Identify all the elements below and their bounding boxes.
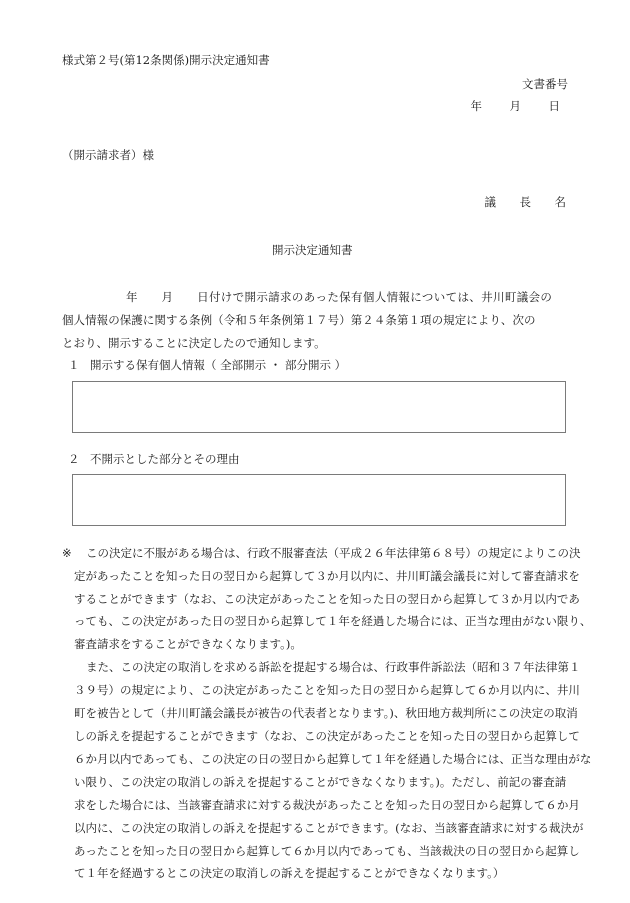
section-1-number: １ xyxy=(68,358,80,372)
section-2-field[interactable] xyxy=(72,474,566,526)
note-p1-line-3: することができます（なお、この決定があったことを知った日の翌日から起算して３か月以内であ xyxy=(74,592,580,606)
note-mark: ※ xyxy=(62,546,72,560)
body-line-1: 年 月 日付けで開示請求のあった保有個人情報については、井川町議会の xyxy=(126,290,553,304)
note-p2-line-9: あったことを知った日の翌日から起算して６か月以内であっても、当該裁決の日の翌日から起算し xyxy=(74,844,580,858)
note-p2-line-2: ３９号）の規定により、この決定があったことを知った日の翌日から起算して６か月以内に、井川 xyxy=(74,683,580,697)
form-number: 様式第２号(第12条関係)開示決定通知書 xyxy=(62,53,270,67)
note-p2-line-8: 以内に、この決定の取消しの訴えを提起することができます。(なお、当該審査請求に対する裁決が xyxy=(74,821,584,835)
note-p2-line-3: 町を被告として（井川町議会議長が被告の代表者となります。)、秋田地方裁判所にこの決定の取消 xyxy=(74,706,578,720)
note-p2-line-4: しの訴えを提起することができます（なお、この決定があったことを知った日の翌日から起算して xyxy=(74,729,580,743)
body-line-2: 個人情報の保護に関する条例（令和５年条例第１７号）第２４条第１項の規定により、次の xyxy=(62,313,536,327)
note-p2-line-1: また、この決定の取消しを求める訴訟を提起する場合は、行政事件訴訟法（昭和３７年法律第１ xyxy=(86,660,581,674)
note-p1-line-2: 定があったことを知った日の翌日から起算して３か月以内に、井川町議会議長に対して審査請求を xyxy=(74,569,580,583)
section-2-number: ２ xyxy=(68,452,80,466)
note-p2-line-5: ６か月以内であっても、この決定の日の翌日から起算して１年を経過した場合には、正当な理由がな xyxy=(74,752,592,766)
note-p1-line-5: 審査請求をすることができなくなります。)。 xyxy=(74,637,302,651)
document-date: 年 月 日 xyxy=(470,99,568,113)
note-p2-line-6: い限り、この決定の取消しの訴えを提起することができなくなります。)。ただし、前記の審査請 xyxy=(74,775,567,789)
note-p1-line-4: っても、この決定があった日の翌日から起算して１年を経過した場合には、正当な理由がない限り、 xyxy=(74,614,592,628)
section-2-label: 不開示とした部分とその理由 xyxy=(90,452,240,466)
note-p2-line-10: て１年を経過するとこの決定の取消しの訴えを提起することができなくなります。） xyxy=(74,866,505,880)
document-title: 開示決定通知書 xyxy=(272,243,353,257)
note-p1-line-1: この決定に不服がある場合は、行政不服審査法（平成２６年法律第６８号）の規定によりこの決 xyxy=(86,546,581,560)
addressee: （開示請求者）様 xyxy=(62,148,154,162)
note-p2-line-7: 求をした場合には、当該審査請求に対する裁決があったことを知った日の翌日から起算して６か月 xyxy=(74,798,580,812)
sender-name: 議 長 名 xyxy=(484,195,572,209)
document-number: 文書番号 xyxy=(522,77,568,91)
section-1-label: 開示する保有個人情報（ 全部開示 ・ 部分開示 ） xyxy=(90,358,347,372)
body-line-3: とおり、開示することに決定したので通知します。 xyxy=(62,336,326,350)
section-1-field[interactable] xyxy=(72,381,566,433)
